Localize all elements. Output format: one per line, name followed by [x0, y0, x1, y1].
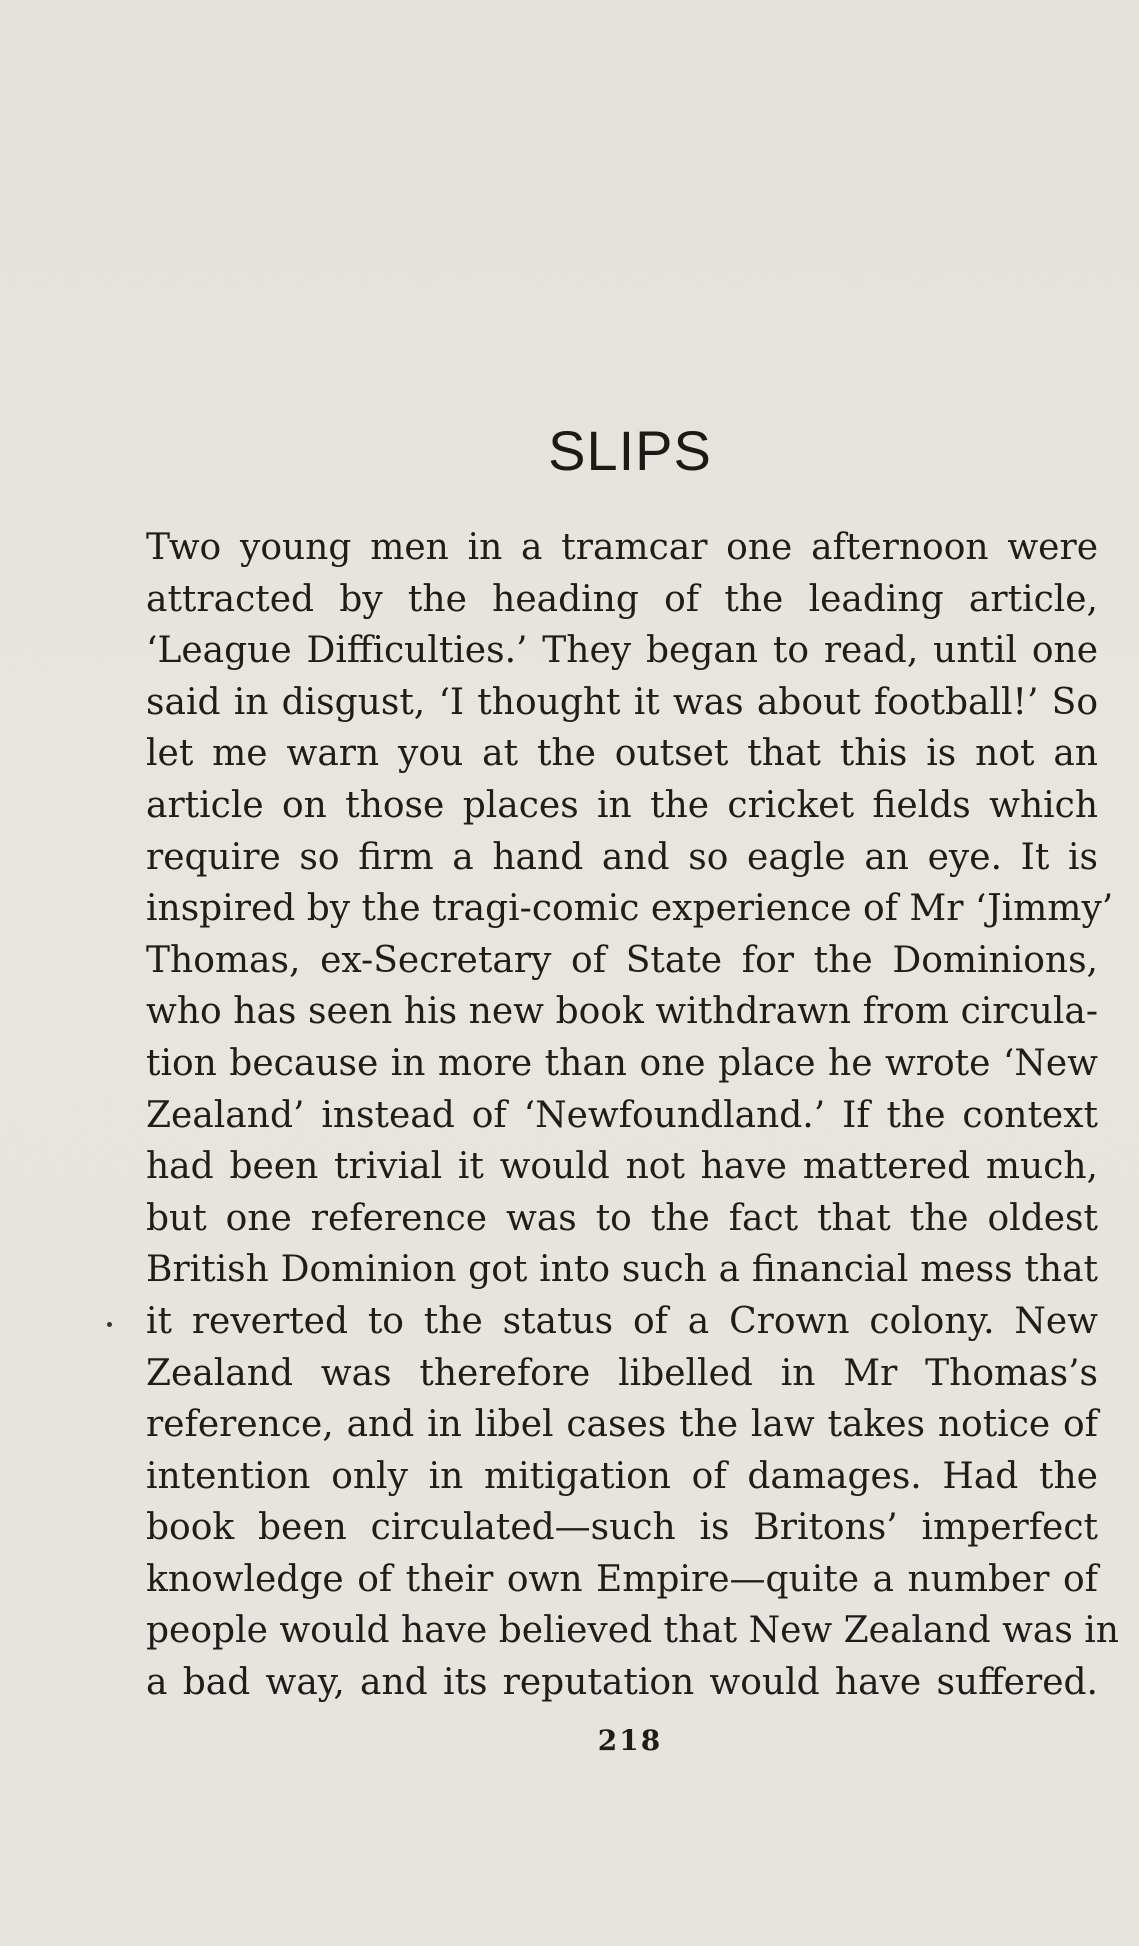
page-number: 218 — [597, 1724, 663, 1757]
text-line: a bad way, and its reputation would have suffered. — [146, 1662, 1098, 1704]
text-line: who has seen his new book withdrawn from circula- — [146, 991, 1098, 1033]
text-line: British Dominion got into such a financial mess that — [146, 1249, 1098, 1291]
text-line: it reverted to the status of a Crown colony. New — [146, 1300, 1098, 1342]
text-line: but one reference was to the fact that the oldest — [146, 1197, 1098, 1239]
text-line: Two young men in a tramcar one afternoon were — [146, 527, 1098, 568]
text-line: reference, and in libel cases the law takes notice of — [146, 1404, 1098, 1446]
text-line: book been circulated—such is Britons’ imperfect — [146, 1507, 1098, 1549]
text-line: Zealand was therefore libelled in Mr Thomas’s — [146, 1352, 1098, 1394]
margin-mark — [107, 1322, 112, 1327]
text-line: Thomas, ex-Secretary of State for the Dominions, — [146, 939, 1098, 981]
text-line: tion because in more than one place he wrote ‘New — [146, 1042, 1098, 1084]
text-line: Zealand’ instead of ‘Newfoundland.’ If the context — [146, 1094, 1098, 1136]
text-line: intention only in mitigation of damages. Had the — [146, 1455, 1098, 1497]
text-line: had been trivial it would not have mattered much, — [146, 1146, 1098, 1188]
text-line: said in disgust, ‘I thought it was about football!’ So — [146, 681, 1098, 723]
text-line: attracted by the heading of the leading article, — [146, 578, 1098, 620]
body-paragraph — [146, 522, 1119, 1709]
text-line: people would have believed that New Zealand was in — [146, 1610, 1119, 1652]
text-line: article on those places in the cricket fields which — [146, 784, 1098, 826]
chapter-title: SLIPS — [548, 419, 712, 482]
text-line: inspired by the tragi-comic experience of Mr ‘Jimmy’ — [146, 888, 1114, 930]
text-line: ‘League Difficulties.’ They began to read, until one — [146, 630, 1098, 672]
text-line: require so firm a hand and so eagle an eye. It is — [146, 836, 1098, 878]
text-line: let me warn you at the outset that this is not an — [146, 733, 1098, 775]
text-line: knowledge of their own Empire—quite a number of — [146, 1558, 1098, 1600]
